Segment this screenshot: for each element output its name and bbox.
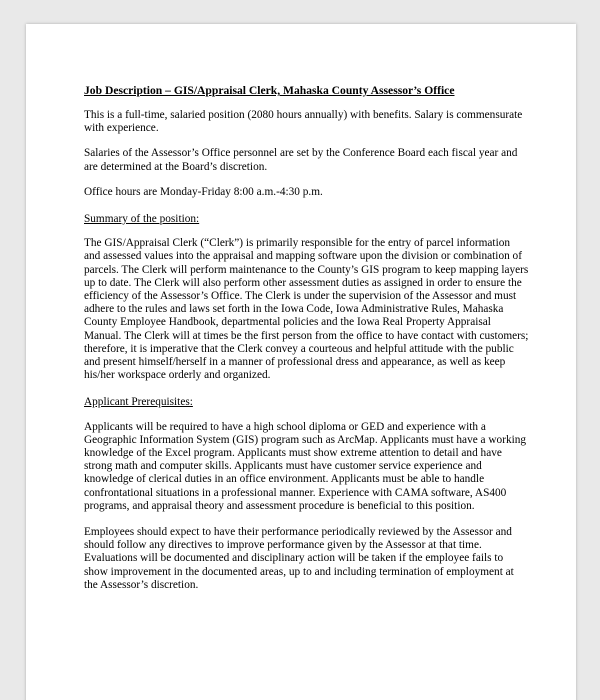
intro-paragraph: Office hours are Monday-Friday 8:00 a.m.-4:30 p.m. (84, 185, 323, 198)
intro-paragraph: This is a full-time, salaried position (2080 hours annually) with benefits. Salary is commensurate with experience. (84, 109, 523, 135)
document-page (26, 24, 576, 700)
summary-heading: Summary of the position: (84, 213, 200, 226)
prerequisites-heading: Applicant Prerequisites: (84, 396, 193, 409)
page-content (84, 84, 529, 604)
intro-paragraph: Salaries of the Assessor’s Office personnel are set by the Conference Board each fiscal year and are determined at the Board’s discretion. (84, 147, 518, 173)
performance-paragraph: Employees should expect to have their performance periodically reviewed by the Assessor and should follow any directives to improve performance given by the Assessor at that time. Evaluations will be documented and disciplinary action will be taken if the employee fails to show improvement in the documented areas, up to and including termination of employment at the Assessor’s discretion. (84, 526, 514, 591)
summary-paragraph: The GIS/Appraisal Clerk (“Clerk”) is primarily responsible for the entry of parcel information and assessed values into the appraisal and mapping software upon the division or combination of parcels. The Clerk will perform maintenance to the County’s GIS program to keep mapping layers up to date. The Clerk will also perform other assessment duties as assigned in order to ensure the efficiency of the Assessor’s Office. The Clerk is under the supervision of the Assessor and must adhere to the rules and laws set forth in the Iowa Code, Iowa Administrative Rules, Mahaska County Employee Handbook, departmental policies and the Iowa Real Property Appraisal Manual. The Clerk will at times be the first person from the office to have contact with customers; therefore, it is imperative that the Clerk convey a courteous and helpful attitude with the public and present himself/herself in a manner of professional dress and appearance, as well as keep his/her workspace orderly and organized. (84, 237, 529, 382)
prerequisites-paragraph: Applicants will be required to have a high school diploma or GED and experience with a Geographic Information System (GIS) program such as ArcMap. Applicants must have a working knowledge of the Excel program. Applicants must show extreme attention to detail and have strong math and computer skills. Applicants must have customer service experience and knowledge of clerical duties in an office environment. Applicants must be able to handle confrontational situations in a professional manner. Experience with CAMA software, AS400 programs, and appraisal theory and assessment procedure is beneficial to this position. (84, 420, 527, 512)
document-title: Job Description – GIS/Appraisal Clerk, Mahaska County Assessor’s Office (84, 84, 455, 97)
